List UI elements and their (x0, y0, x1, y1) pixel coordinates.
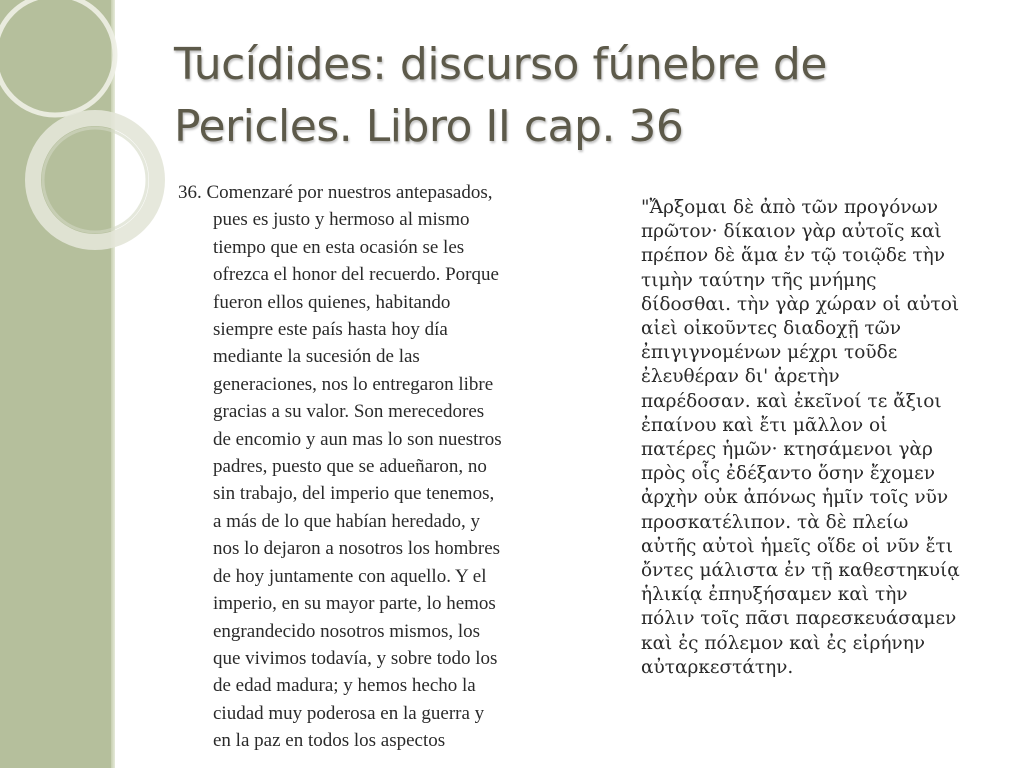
spanish-line: fueron ellos quienes, habitando (213, 291, 451, 313)
spanish-line: tiempo que en esta ocasión se les (213, 236, 465, 258)
greek-line: ἡλικίᾳ ἐπηυξήσαμεν καὶ τὴν (641, 584, 908, 606)
decorative-rings (0, 0, 180, 260)
spanish-line: engrandecido nosotros mismos, los (213, 620, 481, 642)
greek-line: τιμὴν ταύτην τῆς μνήμης (641, 269, 877, 291)
greek-line: αἰεὶ οἰκοῦντες διαδοχῇ τῶν (641, 318, 902, 340)
greek-line: ἐπαίνου καὶ ἔτι μᾶλλον οἱ (641, 414, 888, 436)
greek-line: πρέπον δὲ ἅμα ἐν τῷ τοιῷδε τὴν (641, 245, 946, 267)
slide-title (174, 34, 994, 158)
title-line-2: Pericles. Libro II cap. 36 (174, 101, 684, 152)
spanish-line: ofrezca el honor del recuerdo. Porque (213, 264, 499, 286)
spanish-line: de hoy juntamente con aquello. Y el (213, 565, 487, 587)
greek-line: αὐταρκεστάτην. (641, 656, 794, 678)
spanish-line: padres, puesto que se adueñaron, no (213, 456, 487, 478)
decorative-ring-small (33, 118, 157, 242)
spanish-line: gracias a su valor. Son merecedores (213, 401, 485, 423)
spanish-line: en la paz en todos los aspectos (213, 730, 446, 752)
greek-line: πρῶτον· δίκαιον γὰρ αὐτοῖς καὶ (641, 221, 942, 243)
greek-line: πρὸς οἷς ἐδέξαντο ὅσην ἔχομεν (641, 463, 935, 485)
greek-line: "Ἄρξομαι δὲ ἀπὸ τῶν προγόνων (641, 197, 938, 218)
spanish-translation (178, 179, 573, 755)
title-line-1: Tucídides: discurso fúnebre de (174, 39, 827, 90)
spanish-line: imperio, en su mayor parte, lo hemos (213, 593, 496, 615)
spanish-line: a más de lo que habían heredado, y (213, 510, 480, 532)
greek-line: ἐπιγιγνομένων μέχρι τοῦδε (641, 342, 898, 364)
greek-line: πόλιν τοῖς πᾶσι παρεσκευάσαμεν (641, 608, 957, 630)
spanish-line: pues es justo y hermoso al mismo (213, 209, 470, 231)
spanish-line: siempre este país hasta hoy día (213, 319, 448, 341)
decorative-ring-inner (43, 128, 147, 232)
spanish-line: mediante la sucesión de las (213, 346, 420, 368)
greek-line: ἀρχὴν οὐκ ἀπόνως ἡμῖν τοῖς νῦν (641, 487, 949, 509)
greek-original-text (641, 196, 1011, 680)
greek-line: πατέρες ἡμῶν· κτησάμενοι γὰρ (641, 439, 933, 461)
spanish-line: de edad madura; y hemos hecho la (213, 675, 476, 697)
spanish-line: ciudad muy poderosa en la guerra y (213, 702, 485, 724)
spanish-line: 36. Comenzaré por nuestros antepasados, (178, 182, 493, 203)
greek-line: προσκατέλιπον. τὰ δὲ πλείω (641, 511, 909, 533)
greek-line: δίδοσθαι. τὴν γὰρ χώραν οἱ αὐτοὶ (641, 293, 960, 315)
greek-line: καὶ ἐς πόλεμον καὶ ἐς εἰρήνην (641, 632, 925, 654)
spanish-line: que vivimos todavía, y sobre todo los (213, 647, 498, 669)
spanish-line: generaciones, nos lo entregaron libre (213, 373, 494, 395)
greek-line: αὐτῆς αὐτοὶ ἡμεῖς οἵδε οἱ νῦν ἔτι (641, 535, 954, 557)
greek-line: ἐλευθέραν δι' ἀρετὴν (641, 366, 840, 388)
spanish-line: sin trabajo, del imperio que tenemos, (213, 483, 495, 505)
spanish-line: nos lo dejaron a nosotros los hombres (213, 538, 501, 560)
greek-line: ὄντες μάλιστα ἐν τῇ καθεστηκυίᾳ (641, 560, 960, 582)
greek-line: παρέδοσαν. καὶ ἐκεῖνοί τε ἄξιοι (641, 390, 942, 412)
decorative-ring-large (0, 0, 115, 115)
spanish-line: de encomio y aun mas lo son nuestros (213, 428, 502, 450)
